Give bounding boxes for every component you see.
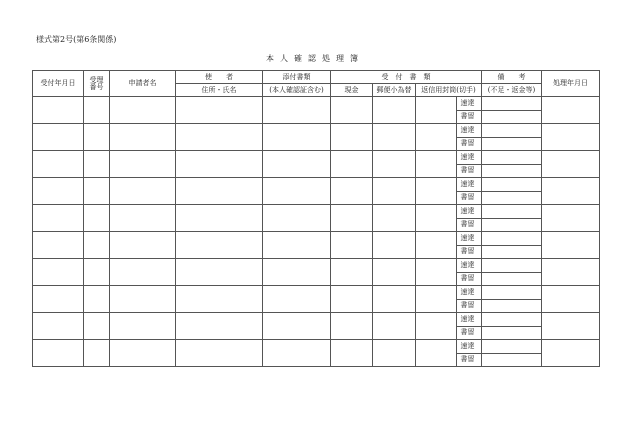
- entry-return-envelope-cell[interactable]: [416, 340, 457, 367]
- register-entry-row: [33, 259, 600, 273]
- entry-processing-date-cell[interactable]: [542, 205, 600, 232]
- registered-mail-label: 書留: [457, 110, 482, 124]
- entry-return-envelope-cell[interactable]: [416, 259, 457, 286]
- entry-return-envelope-cell[interactable]: [416, 124, 457, 151]
- entry-cash-cell[interactable]: [331, 259, 373, 286]
- entry-attached-documents-cell[interactable]: [263, 232, 331, 259]
- entry-attached-documents-cell[interactable]: [263, 97, 331, 124]
- registered-mail-label: 書留: [457, 191, 482, 205]
- entry-applicant-name-cell[interactable]: [110, 151, 176, 178]
- entry-attached-documents-cell[interactable]: [263, 313, 331, 340]
- entry-attached-documents-cell[interactable]: [263, 259, 331, 286]
- registered-mail-label: 書留: [457, 137, 482, 151]
- entry-postal-order-cell[interactable]: [373, 97, 416, 124]
- entry-messenger-cell[interactable]: [176, 124, 263, 151]
- entry-processing-date-cell[interactable]: [542, 340, 600, 367]
- entry-remarks-express-cell[interactable]: [482, 205, 542, 219]
- header-attached-documents-note: (本人確認証含む): [263, 84, 331, 97]
- register-entry-row: [33, 178, 600, 192]
- entry-reception-number-cell[interactable]: [84, 259, 110, 286]
- header-reception-date: 受付年月日: [33, 71, 84, 97]
- express-delivery-label: 速達: [457, 286, 482, 300]
- registered-mail-label: 書留: [457, 326, 482, 340]
- entry-reception-number-cell[interactable]: [84, 178, 110, 205]
- entry-cash-cell[interactable]: [331, 232, 373, 259]
- register-entry-row: [33, 151, 600, 165]
- entry-remarks-express-cell[interactable]: [482, 178, 542, 192]
- header-postal-order: 郵便小為替: [373, 84, 416, 97]
- header-messenger-address-name: 住所・氏名: [176, 84, 263, 97]
- entry-return-envelope-cell[interactable]: [416, 205, 457, 232]
- entry-processing-date-cell[interactable]: [542, 124, 600, 151]
- header-messenger: 使 者: [176, 71, 263, 84]
- entry-reception-number-cell[interactable]: [84, 340, 110, 367]
- entry-processing-date-cell[interactable]: [542, 97, 600, 124]
- entry-messenger-cell[interactable]: [176, 151, 263, 178]
- header-return-envelope: 返信用封筒(切手): [416, 84, 482, 97]
- entry-cash-cell[interactable]: [331, 340, 373, 367]
- entry-attached-documents-cell[interactable]: [263, 205, 331, 232]
- entry-processing-date-cell[interactable]: [542, 259, 600, 286]
- entry-postal-order-cell[interactable]: [373, 178, 416, 205]
- entry-processing-date-cell[interactable]: [542, 151, 600, 178]
- entry-messenger-cell[interactable]: [176, 313, 263, 340]
- entry-remarks-registered-cell[interactable]: [482, 218, 542, 232]
- entry-applicant-name-cell[interactable]: [110, 313, 176, 340]
- header-remarks: 備 考: [482, 71, 542, 84]
- entry-reception-number-cell[interactable]: [84, 97, 110, 124]
- express-delivery-label: 速達: [457, 232, 482, 246]
- header-reception-number-line1: 受理: [89, 75, 104, 84]
- entry-reception-number-cell[interactable]: [84, 151, 110, 178]
- entry-postal-order-cell[interactable]: [373, 151, 416, 178]
- entry-reception-number-cell[interactable]: [84, 313, 110, 340]
- entry-processing-date-cell[interactable]: [542, 286, 600, 313]
- entry-return-envelope-cell[interactable]: [416, 151, 457, 178]
- entry-reception-date-cell[interactable]: [33, 124, 84, 151]
- header-reception-number-line2: 番号: [89, 82, 104, 91]
- entry-attached-documents-cell[interactable]: [263, 286, 331, 313]
- entry-attached-documents-cell[interactable]: [263, 340, 331, 367]
- entry-attached-documents-cell[interactable]: [263, 178, 331, 205]
- entry-reception-number-cell[interactable]: [84, 286, 110, 313]
- entry-reception-date-cell[interactable]: [33, 340, 84, 367]
- register-entry-row: [33, 232, 600, 246]
- entry-return-envelope-cell[interactable]: [416, 178, 457, 205]
- header-remarks-note: (不足・返金等): [482, 84, 542, 97]
- registered-mail-label: 書留: [457, 245, 482, 259]
- entry-cash-cell[interactable]: [331, 313, 373, 340]
- register-entry-row: [33, 97, 600, 111]
- entry-messenger-cell[interactable]: [176, 178, 263, 205]
- register-entry-row: [33, 313, 600, 327]
- express-delivery-label: 速達: [457, 124, 482, 138]
- entry-remarks-express-cell[interactable]: [482, 97, 542, 111]
- entry-attached-documents-cell[interactable]: [263, 124, 331, 151]
- entry-applicant-name-cell[interactable]: [110, 97, 176, 124]
- entry-remarks-registered-cell[interactable]: [482, 353, 542, 367]
- header-cash: 現金: [331, 84, 373, 97]
- entry-postal-order-cell[interactable]: [373, 205, 416, 232]
- entry-remarks-registered-cell[interactable]: [482, 137, 542, 151]
- express-delivery-label: 速達: [457, 313, 482, 327]
- entry-postal-order-cell[interactable]: [373, 124, 416, 151]
- entry-cash-cell[interactable]: [331, 124, 373, 151]
- express-delivery-label: 速達: [457, 151, 482, 165]
- entry-return-envelope-cell[interactable]: [416, 286, 457, 313]
- register-entry-row: [33, 340, 600, 354]
- entry-remarks-registered-cell[interactable]: [482, 272, 542, 286]
- entry-messenger-cell[interactable]: [176, 259, 263, 286]
- entry-reception-date-cell[interactable]: [33, 151, 84, 178]
- entry-remarks-registered-cell[interactable]: [482, 299, 542, 313]
- header-applicant-name: 申請者名: [110, 71, 176, 97]
- entry-cash-cell[interactable]: [331, 178, 373, 205]
- register-entry-row: [33, 205, 600, 219]
- entry-messenger-cell[interactable]: [176, 97, 263, 124]
- header-received-documents: 受 付 書 類: [331, 71, 482, 84]
- entry-cash-cell[interactable]: [331, 286, 373, 313]
- entry-reception-date-cell[interactable]: [33, 205, 84, 232]
- registered-mail-label: 書留: [457, 353, 482, 367]
- entry-reception-number-cell[interactable]: [84, 205, 110, 232]
- entry-remarks-registered-cell[interactable]: [482, 191, 542, 205]
- entry-remarks-express-cell[interactable]: [482, 286, 542, 300]
- entry-reception-date-cell[interactable]: [33, 232, 84, 259]
- identity-verification-register: [32, 70, 600, 367]
- header-reception-number: [84, 71, 110, 97]
- entry-messenger-cell[interactable]: [176, 205, 263, 232]
- entry-applicant-name-cell[interactable]: [110, 232, 176, 259]
- entry-remarks-express-cell[interactable]: [482, 124, 542, 138]
- register-entry-row: [33, 286, 600, 300]
- entry-return-envelope-cell[interactable]: [416, 232, 457, 259]
- entry-processing-date-cell[interactable]: [542, 178, 600, 205]
- entry-messenger-cell[interactable]: [176, 340, 263, 367]
- entry-processing-date-cell[interactable]: [542, 313, 600, 340]
- registered-mail-label: 書留: [457, 218, 482, 232]
- entry-applicant-name-cell[interactable]: [110, 124, 176, 151]
- entry-reception-date-cell[interactable]: [33, 286, 84, 313]
- entry-messenger-cell[interactable]: [176, 232, 263, 259]
- entry-reception-date-cell[interactable]: [33, 97, 84, 124]
- entry-messenger-cell[interactable]: [176, 286, 263, 313]
- header-attached-documents: 添付書類: [263, 71, 331, 84]
- entry-cash-cell[interactable]: [331, 97, 373, 124]
- entry-postal-order-cell[interactable]: [373, 232, 416, 259]
- entry-reception-date-cell[interactable]: [33, 178, 84, 205]
- registered-mail-label: 書留: [457, 164, 482, 178]
- entry-remarks-registered-cell[interactable]: [482, 245, 542, 259]
- entry-reception-date-cell[interactable]: [33, 313, 84, 340]
- entry-remarks-registered-cell[interactable]: [482, 164, 542, 178]
- entry-applicant-name-cell[interactable]: [110, 178, 176, 205]
- entry-remarks-express-cell[interactable]: [482, 340, 542, 354]
- registered-mail-label: 書留: [457, 299, 482, 313]
- entry-postal-order-cell[interactable]: [373, 286, 416, 313]
- express-delivery-label: 速達: [457, 178, 482, 192]
- entry-remarks-express-cell[interactable]: [482, 259, 542, 273]
- entry-remarks-express-cell[interactable]: [482, 313, 542, 327]
- entry-remarks-express-cell[interactable]: [482, 151, 542, 165]
- form-identifier: 様式第2号(第6条関係): [36, 35, 117, 44]
- entry-postal-order-cell[interactable]: [373, 340, 416, 367]
- express-delivery-label: 速達: [457, 97, 482, 111]
- entry-return-envelope-cell[interactable]: [416, 313, 457, 340]
- entry-return-envelope-cell[interactable]: [416, 97, 457, 124]
- express-delivery-label: 速達: [457, 205, 482, 219]
- entry-postal-order-cell[interactable]: [373, 259, 416, 286]
- entry-remarks-express-cell[interactable]: [482, 232, 542, 246]
- header-processing-date: 処理年月日: [542, 71, 600, 97]
- register-body: [33, 97, 600, 367]
- entry-remarks-registered-cell[interactable]: [482, 326, 542, 340]
- entry-cash-cell[interactable]: [331, 205, 373, 232]
- entry-postal-order-cell[interactable]: [373, 313, 416, 340]
- express-delivery-label: 速達: [457, 259, 482, 273]
- entry-reception-number-cell[interactable]: [84, 232, 110, 259]
- entry-attached-documents-cell[interactable]: [263, 151, 331, 178]
- entry-remarks-registered-cell[interactable]: [482, 110, 542, 124]
- entry-applicant-name-cell[interactable]: [110, 340, 176, 367]
- entry-reception-number-cell[interactable]: [84, 124, 110, 151]
- entry-applicant-name-cell[interactable]: [110, 286, 176, 313]
- entry-applicant-name-cell[interactable]: [110, 259, 176, 286]
- entry-reception-date-cell[interactable]: [33, 259, 84, 286]
- register-entry-row: [33, 124, 600, 138]
- express-delivery-label: 速達: [457, 340, 482, 354]
- entry-cash-cell[interactable]: [331, 151, 373, 178]
- entry-applicant-name-cell[interactable]: [110, 205, 176, 232]
- entry-processing-date-cell[interactable]: [542, 232, 600, 259]
- document-title: 本人確認処理簿: [266, 54, 364, 63]
- registered-mail-label: 書留: [457, 272, 482, 286]
